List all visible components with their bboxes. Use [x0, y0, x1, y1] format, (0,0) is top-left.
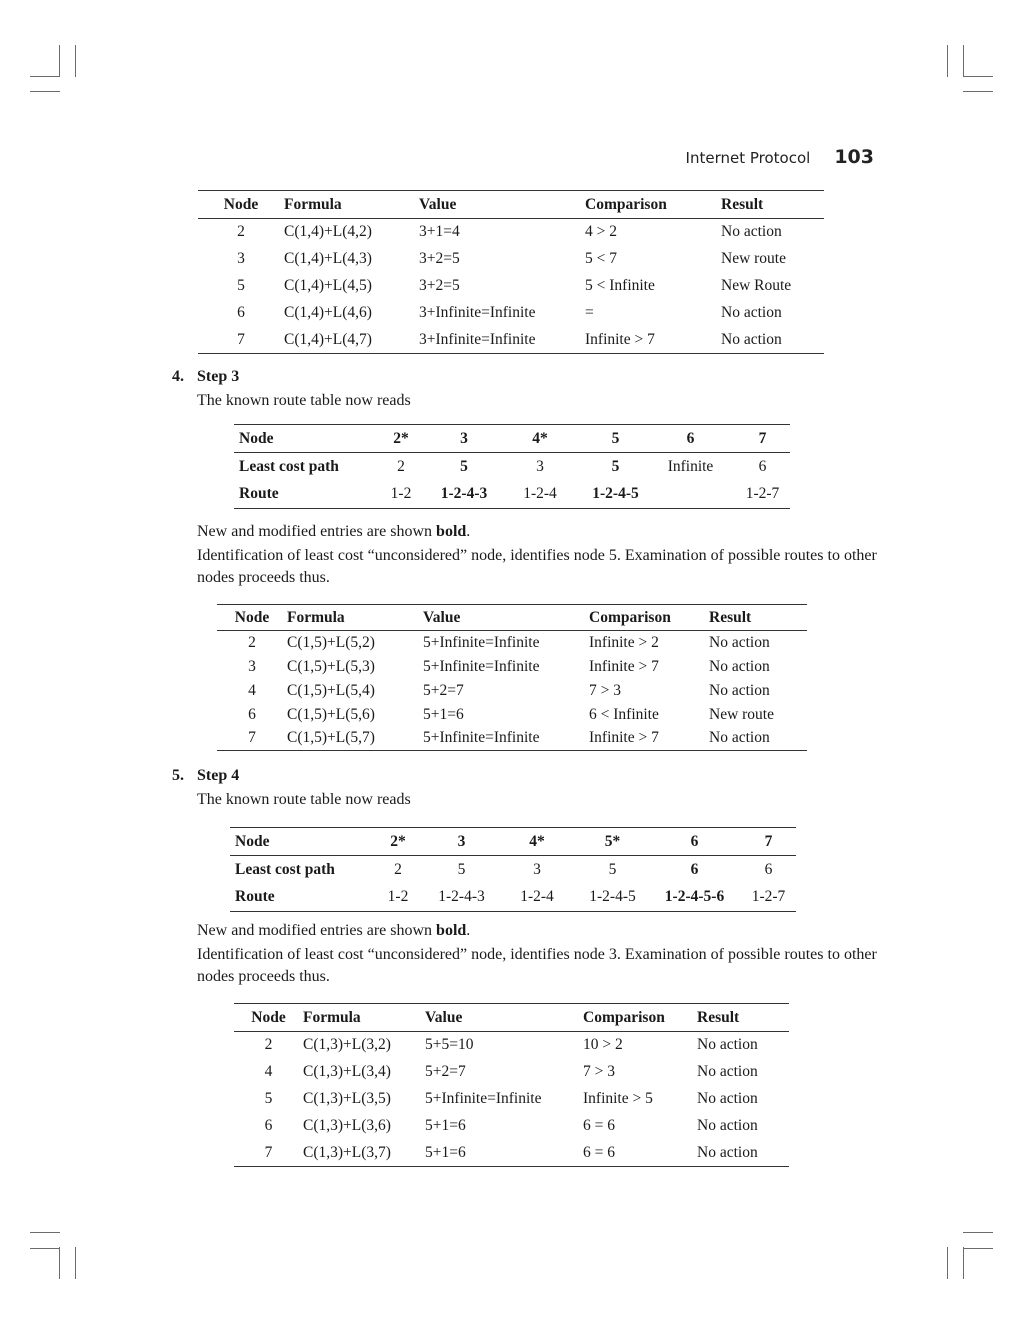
- identification-note: Identification of least cost “unconsidered” node, identifies node 3. Examination of possible routes to other nodes proceeds thus.: [197, 946, 877, 985]
- known-route-table-step3: [234, 424, 790, 509]
- cell-node: 2: [264, 1036, 273, 1054]
- note-text: New and modified entries are shown: [197, 523, 437, 540]
- cell-result: No action: [697, 1090, 758, 1107]
- cell-formula: C(1,3)+L(3,4): [303, 1063, 391, 1080]
- cell-node: 3: [248, 657, 256, 675]
- node-header: 3: [426, 828, 497, 856]
- cell-node: 6: [237, 304, 245, 321]
- cost-cell: 6: [690, 860, 699, 878]
- crop-mark: [75, 45, 76, 77]
- cell-node: 5: [237, 277, 245, 294]
- header-formula: Formula: [287, 605, 423, 631]
- header-comparison: Comparison: [583, 1004, 697, 1032]
- crop-mark: [963, 1247, 964, 1279]
- cell-value: 3+1=4: [419, 223, 460, 241]
- cell-result: New route: [709, 705, 774, 723]
- cost-cell: 6: [758, 457, 767, 475]
- cost-cell: 2: [394, 860, 402, 878]
- cell-result: No action: [697, 1117, 758, 1134]
- header-node: Node: [217, 605, 287, 631]
- cell-result: No action: [697, 1036, 758, 1054]
- step-number: 5.: [172, 767, 184, 784]
- page-number: 103: [834, 146, 874, 168]
- comparison-table-step3: [217, 604, 807, 751]
- step4-heading: [172, 767, 572, 815]
- cell-comparison: =: [585, 304, 594, 321]
- cell-result: No action: [721, 304, 782, 321]
- cost-cell: 3: [536, 457, 544, 475]
- cell-result: No action: [709, 727, 807, 751]
- cell-node: 4: [248, 681, 256, 699]
- cell-formula: C(1,4)+L(4,2): [284, 223, 372, 241]
- cell-formula: C(1,3)+L(3,2): [303, 1036, 391, 1054]
- row-label-node: Node: [230, 828, 370, 856]
- cell-comparison: 5 < Infinite: [585, 277, 655, 294]
- cell-formula: C(1,3)+L(3,5): [303, 1090, 391, 1107]
- crop-mark: [963, 45, 964, 77]
- header-formula: Formula: [284, 191, 419, 219]
- cell-node: 5: [264, 1090, 273, 1107]
- header-value: Value: [419, 191, 585, 219]
- cost-cell: 5: [460, 457, 468, 475]
- cell-comparison: Infinite > 5: [583, 1090, 653, 1107]
- node-header: 6: [646, 425, 735, 453]
- cost-cell: Infinite: [667, 457, 714, 475]
- crop-mark: [30, 1232, 60, 1233]
- row-label-cost: Least cost path: [235, 860, 335, 878]
- identification-note: Identification of least cost “unconsidered” node, identifies node 5. Examination of possible routes to other nodes proceeds thus.: [197, 547, 877, 586]
- cell-formula: C(1,3)+L(3,6): [303, 1117, 391, 1134]
- cell-comparison: 6 < Infinite: [589, 705, 659, 723]
- cell-node: 6: [264, 1117, 273, 1134]
- row-label-route: Route: [234, 481, 369, 509]
- step-title: Step 3: [197, 368, 240, 385]
- cell-formula: C(1,5)+L(5,4): [287, 681, 375, 699]
- comparison-table-step2: [198, 190, 824, 354]
- cell-formula: C(1,5)+L(5,6): [287, 705, 375, 723]
- route-cell: 1-2-4-5: [577, 884, 648, 912]
- header-comparison: Comparison: [589, 605, 709, 631]
- running-title: Internet Protocol: [685, 149, 811, 167]
- crop-mark: [963, 1232, 993, 1233]
- route-cell: 1-2-7: [741, 884, 796, 912]
- cost-cell: 5: [608, 860, 617, 878]
- cell-node: 6: [248, 705, 256, 723]
- node-header: 5*: [577, 828, 648, 856]
- row-label-route: Route: [230, 884, 370, 912]
- bold-note: [197, 521, 877, 543]
- cell-formula: C(1,5)+L(5,3): [287, 657, 375, 675]
- route-cell: 1-2: [370, 884, 426, 912]
- node-header: 5: [585, 425, 646, 453]
- node-header: 7: [735, 425, 790, 453]
- row-label-cost: Least cost path: [239, 457, 339, 475]
- crop-mark: [30, 91, 60, 92]
- crop-mark: [947, 45, 948, 77]
- comparison-table-step4: [234, 1003, 789, 1167]
- row-label-node: Node: [234, 425, 369, 453]
- cell-comparison: 5 < 7: [585, 250, 617, 267]
- header-result: Result: [697, 1004, 789, 1032]
- cell-value: 5+Infinite=Infinite: [423, 633, 540, 651]
- cell-node: 4: [264, 1063, 273, 1080]
- route-cell: [646, 481, 735, 509]
- node-header: 6: [648, 828, 741, 856]
- route-cell: 1-2-4-3: [426, 884, 497, 912]
- bold-note: [197, 920, 877, 942]
- cell-node: 2: [237, 223, 245, 241]
- cell-comparison: 10 > 2: [583, 1036, 623, 1054]
- cell-result: No action: [709, 681, 770, 699]
- crop-mark: [947, 1247, 948, 1279]
- cell-node: 7: [234, 1140, 303, 1167]
- cell-comparison: 7 > 3: [589, 681, 621, 699]
- cell-value: 3+Infinite=Infinite: [419, 327, 585, 354]
- node-header: 7: [741, 828, 796, 856]
- cell-comparison: Infinite > 7: [589, 727, 709, 751]
- node-header: 3: [433, 425, 495, 453]
- cell-comparison: Infinite > 7: [585, 327, 721, 354]
- known-route-table-step4: [230, 827, 796, 912]
- route-cell: 1-2-4: [495, 481, 585, 509]
- cost-cell: 6: [764, 860, 773, 878]
- cell-result: No action: [709, 657, 770, 675]
- header-node: Node: [198, 191, 284, 219]
- cell-value: 5+Infinite=Infinite: [425, 1090, 542, 1107]
- step-lead-text: The known route table now reads: [197, 791, 411, 808]
- cell-formula: C(1,5)+L(5,2): [287, 633, 375, 651]
- cell-comparison: Infinite > 2: [589, 633, 659, 651]
- header-result: Result: [721, 191, 824, 219]
- route-cell: 1-2-4-5-6: [648, 884, 741, 912]
- cost-cell: 2: [397, 457, 405, 475]
- step-title: Step 4: [197, 767, 240, 784]
- cell-comparison: Infinite > 7: [589, 657, 659, 675]
- route-cell: 1-2-4: [497, 884, 577, 912]
- node-header: 4*: [495, 425, 585, 453]
- cost-cell: 3: [533, 860, 541, 878]
- running-header: [600, 146, 874, 172]
- cell-value: 3+Infinite=Infinite: [419, 304, 536, 321]
- cell-result: New Route: [721, 277, 792, 294]
- cell-result: New route: [721, 250, 786, 267]
- crop-mark: [963, 1248, 993, 1249]
- cell-node: 7: [217, 727, 287, 751]
- cell-result: No action: [709, 633, 770, 651]
- cell-node: 7: [198, 327, 284, 354]
- cell-value: 3+2=5: [419, 277, 460, 294]
- note-text: New and modified entries are shown: [197, 922, 437, 939]
- node-header: 2*: [369, 425, 433, 453]
- crop-mark: [59, 1247, 60, 1279]
- route-cell: 1-2: [369, 481, 433, 509]
- cell-formula: C(1,4)+L(4,7): [284, 327, 419, 354]
- cell-comparison: 6 = 6: [583, 1140, 697, 1167]
- cell-value: 5+2=7: [425, 1063, 466, 1080]
- header-formula: Formula: [303, 1004, 425, 1032]
- crop-mark: [59, 45, 60, 77]
- cell-node: 2: [248, 633, 256, 651]
- step3-heading: [172, 368, 572, 416]
- crop-mark: [30, 1248, 60, 1249]
- cell-node: 3: [237, 250, 245, 267]
- cell-result: No action: [721, 223, 782, 241]
- route-cell: 1-2-4-5: [585, 481, 646, 509]
- cell-result: No action: [697, 1140, 789, 1167]
- route-cell: 1-2-4-3: [433, 481, 495, 509]
- header-value: Value: [425, 1004, 583, 1032]
- cell-formula: C(1,4)+L(4,3): [284, 250, 372, 267]
- cell-result: No action: [721, 327, 824, 354]
- note-bold-word: bold: [436, 523, 467, 540]
- cost-cell: 5: [611, 457, 620, 475]
- step4-notes: [197, 920, 877, 988]
- cell-formula: C(1,4)+L(4,5): [284, 277, 372, 294]
- cell-formula: C(1,4)+L(4,6): [284, 304, 372, 321]
- header-comparison: Comparison: [585, 191, 721, 219]
- cell-value: 5+2=7: [423, 681, 464, 699]
- crop-mark: [75, 1247, 76, 1279]
- cell-formula: C(1,5)+L(5,7): [287, 727, 423, 751]
- cell-value: 5+Infinite=Infinite: [423, 727, 589, 751]
- cell-comparison: 6 = 6: [583, 1117, 615, 1134]
- header-node: Node: [234, 1004, 303, 1032]
- crop-mark: [963, 76, 993, 77]
- cell-value: 5+Infinite=Infinite: [423, 657, 540, 675]
- cell-value: 3+2=5: [419, 250, 460, 267]
- cell-value: 5+1=6: [425, 1117, 466, 1134]
- step-number: 4.: [172, 368, 184, 385]
- crop-mark: [30, 76, 60, 77]
- route-cell: 1-2-7: [735, 481, 790, 509]
- header-result: Result: [709, 605, 807, 631]
- cell-value: 5+1=6: [423, 705, 464, 723]
- cost-cell: 5: [457, 860, 466, 878]
- node-header: 4*: [497, 828, 577, 856]
- step3-notes: [197, 521, 877, 589]
- cell-value: 5+5=10: [425, 1036, 474, 1054]
- node-header: 2*: [370, 828, 426, 856]
- crop-mark: [963, 91, 993, 92]
- header-value: Value: [423, 605, 589, 631]
- note-bold-word: bold: [436, 922, 467, 939]
- note-period: .: [466, 922, 471, 939]
- cell-result: No action: [697, 1063, 758, 1080]
- step-lead-text: The known route table now reads: [197, 392, 411, 409]
- cell-comparison: 4 > 2: [585, 223, 617, 241]
- note-period: .: [466, 523, 471, 540]
- cell-comparison: 7 > 3: [583, 1063, 615, 1080]
- cell-value: 5+1=6: [425, 1140, 583, 1167]
- cell-formula: C(1,3)+L(3,7): [303, 1140, 425, 1167]
